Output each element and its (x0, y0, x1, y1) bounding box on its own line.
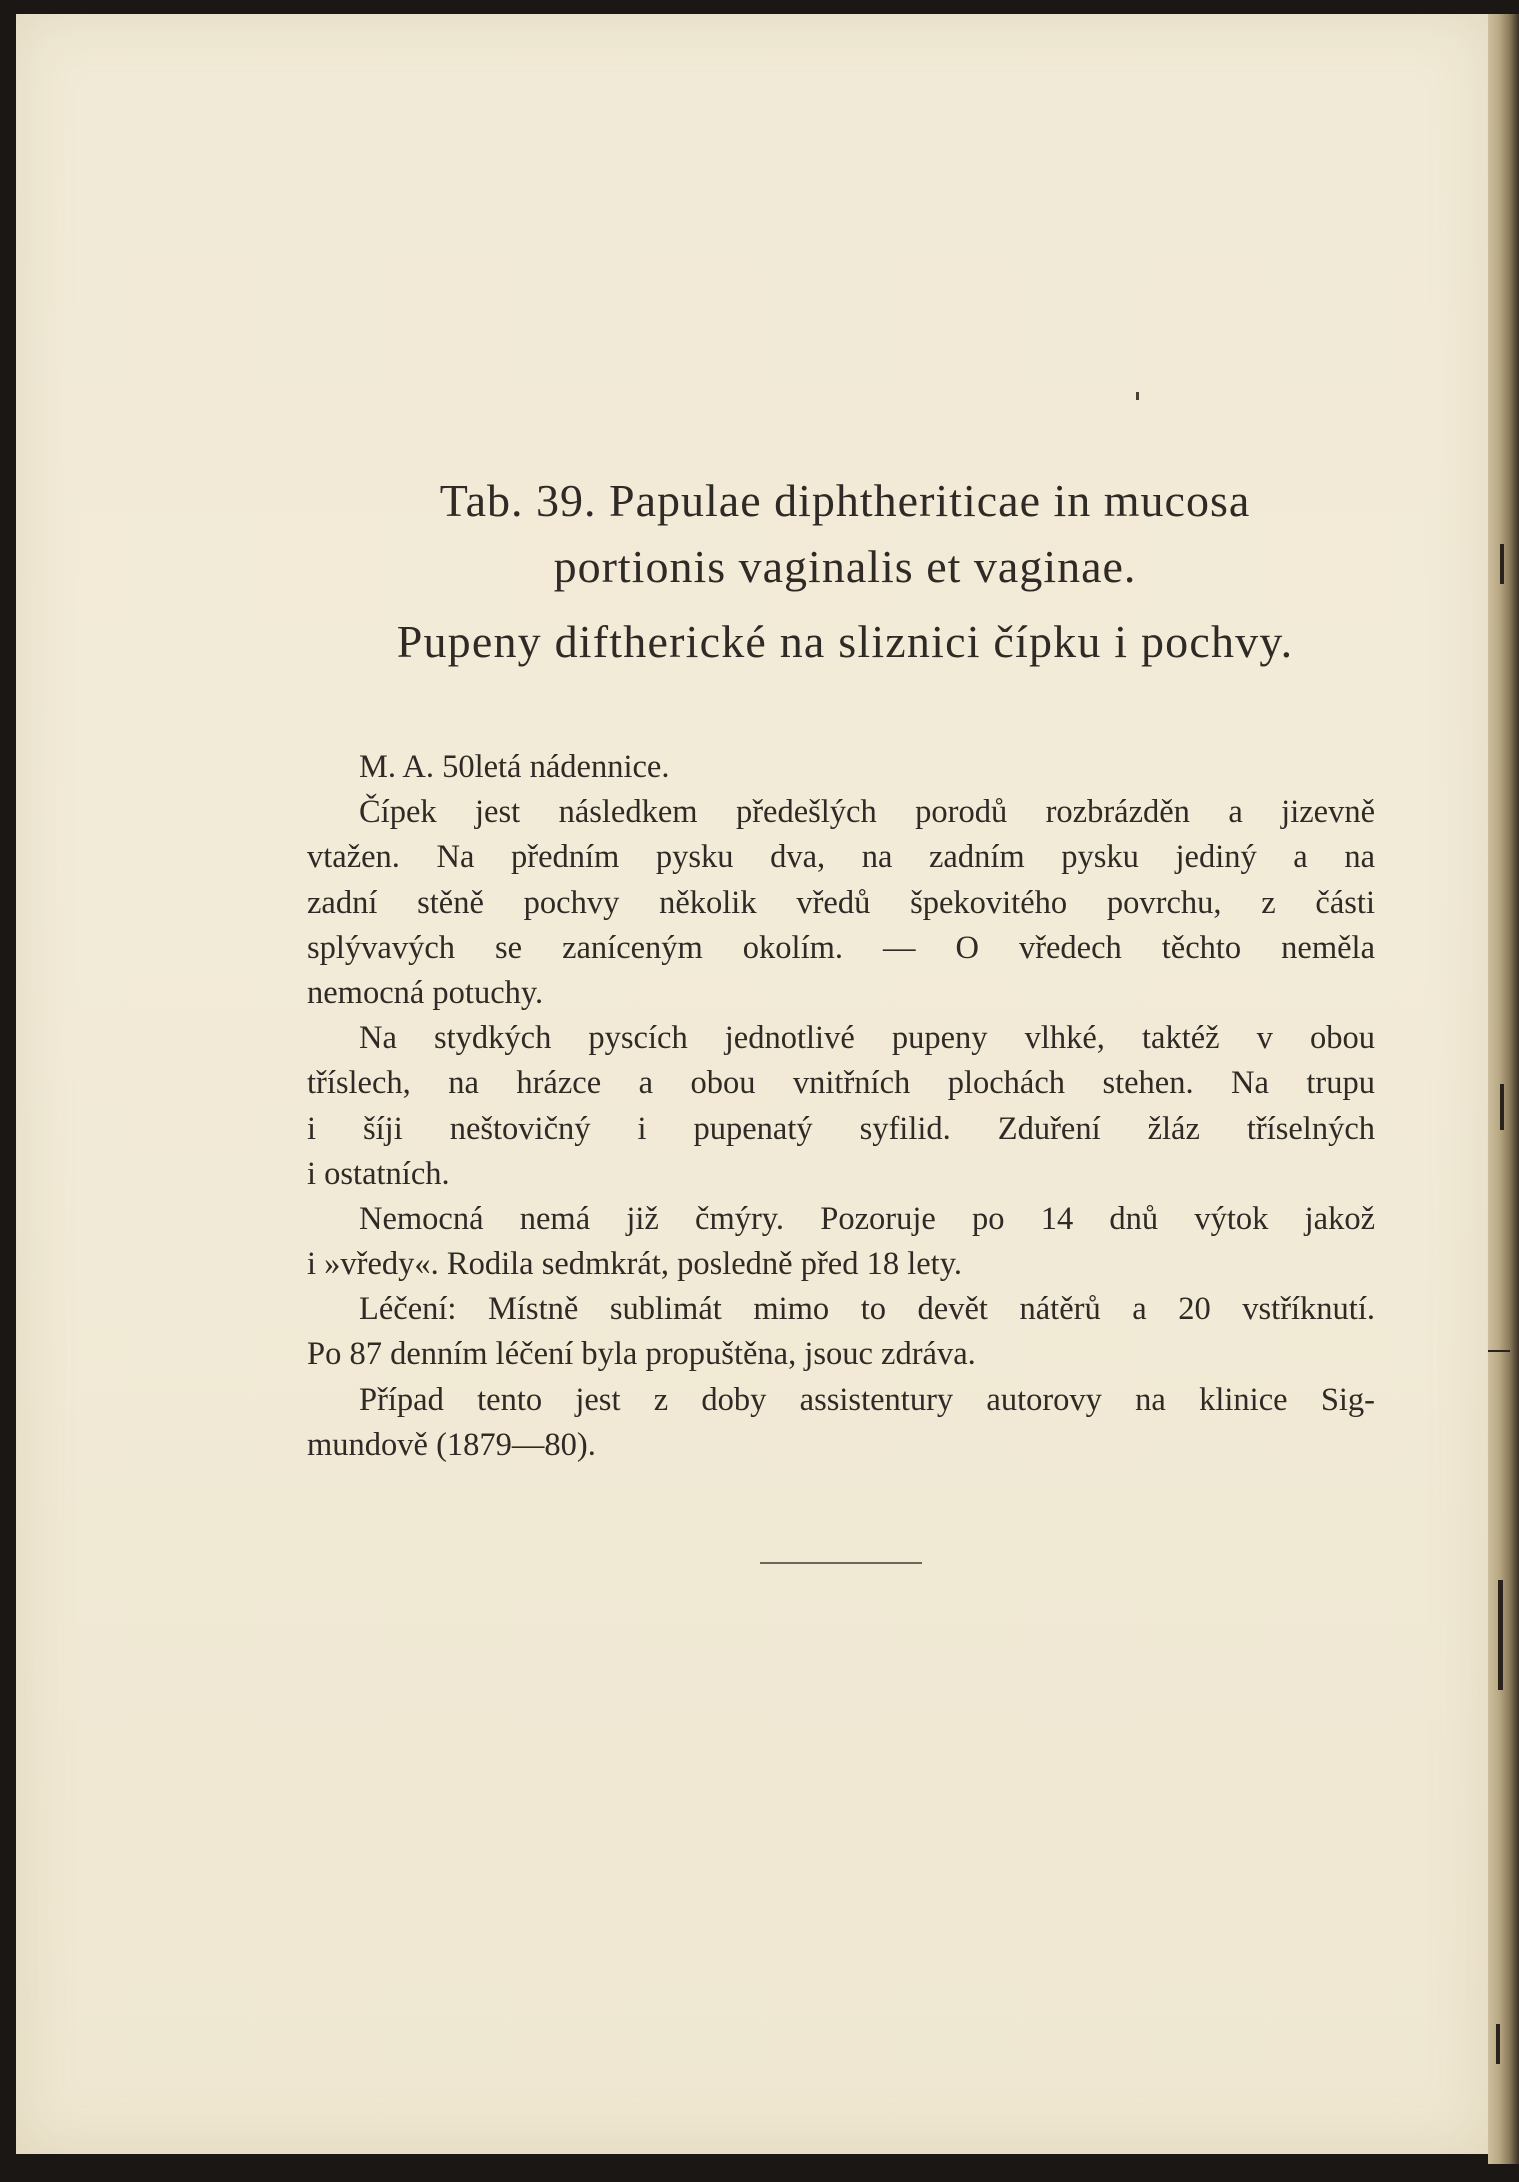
report-line: Nemocná nemá již čmýry. Pozoruje po 14 dnů výtok jakož (359, 1200, 1375, 1237)
czech-title: Pupeny diftherické na sliznici čípku i pochvy. (396, 616, 1294, 667)
patient-line: M. A. 50letá nádennice. (359, 749, 670, 785)
binding-mark (1498, 1580, 1503, 1690)
treatment-line: Léčení: Místně sublimát mimo to devět nátěrů a 20 vstříknutí. (359, 1291, 1375, 1328)
report-line: splývavých se zaníceným okolím. — O vředech těchto neměla (307, 929, 1375, 966)
report-line: i »vředy«. Rodila sedmkrát, posledně před 18 lety. (307, 1246, 962, 1283)
binding-mark (1500, 544, 1504, 584)
latin-title-line-1: Tab. 39. Papulae diphtheriticae in mucosa (439, 475, 1251, 526)
ink-speck (1136, 392, 1139, 400)
report-line: i ostatních. (307, 1155, 450, 1192)
report-line: nemocná potuchy. (307, 974, 544, 1011)
report-line: i šíji neštovičný i pupenatý syfilid. Zduření žláz tříselných (307, 1110, 1375, 1147)
report-line: Na stydkých pyscích jednotlivé pupeny vlhké, taktéž v obou (359, 1020, 1375, 1057)
section-divider (760, 1562, 922, 1564)
source-line: mundově (1879—80). (307, 1426, 596, 1463)
report-line: vtažen. Na předním pysku dva, na zadním pysku jediný a na (307, 839, 1375, 876)
page-edge (1488, 14, 1519, 2164)
report-line: zadní stěně pochvy několik vředů špekovitého povrchu, z části (307, 884, 1375, 921)
binding-mark (1496, 2024, 1500, 2064)
binding-mark (1500, 1084, 1504, 1130)
binding-mark (1488, 1350, 1510, 1352)
case-report (307, 745, 1375, 1468)
report-line: tříslech, na hrázce a obou vnitřních plochách stehen. Na trupu (307, 1065, 1375, 1102)
plate-title (250, 468, 1440, 672)
latin-title-line-2: portionis vaginalis et vaginae. (553, 541, 1137, 592)
source-line: Případ tento jest z doby assistentury autorovy na klinice Sig- (359, 1381, 1375, 1418)
treatment-line: Po 87 denním léčení byla propuštěna, jsouc zdráva. (307, 1336, 976, 1373)
report-line: Čípek jest následkem předešlých porodů rozbrázděn a jizevně (359, 794, 1375, 831)
